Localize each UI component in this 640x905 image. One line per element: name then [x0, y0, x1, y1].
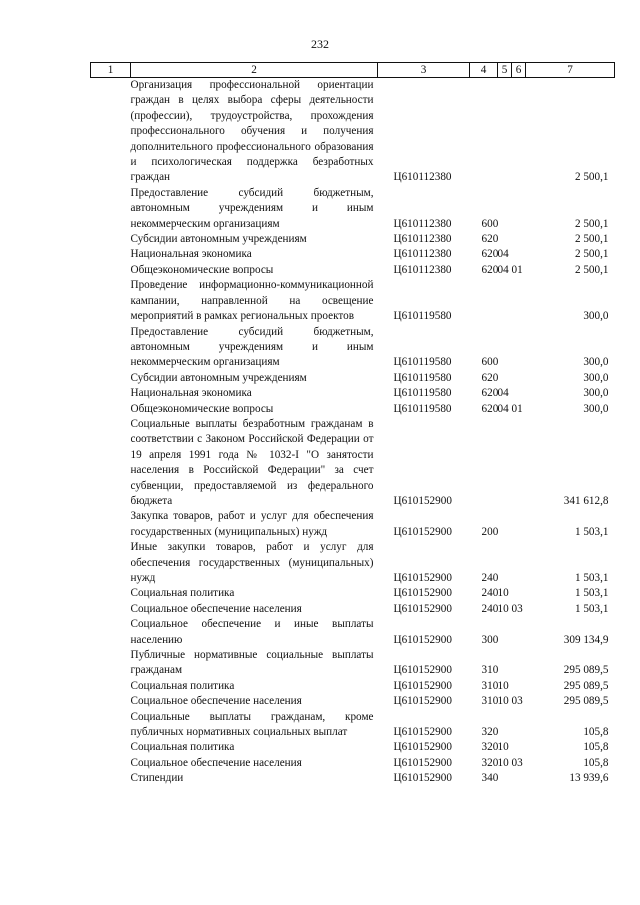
row-rz: 04 [497, 248, 509, 261]
row-code: Ц610152900 [393, 726, 452, 739]
row-pr [512, 740, 526, 755]
row-pr [512, 325, 526, 371]
spacer-cell [91, 371, 131, 386]
row-pr [512, 386, 526, 401]
row-rz: 10 [497, 602, 509, 615]
row-rz [498, 371, 512, 386]
row-pr [512, 540, 526, 586]
row-rz: 10 [497, 679, 509, 692]
row-rz: 04 [497, 402, 509, 415]
row-pr [512, 509, 526, 540]
row-code: Ц610112380 [393, 171, 452, 184]
row-vr: 320 [481, 741, 499, 754]
row-rz [498, 710, 512, 741]
row-pr: 01 [511, 402, 523, 415]
row-vr: 340 [481, 772, 499, 785]
table-row [91, 740, 615, 755]
spacer-cell [91, 278, 131, 324]
row-name: Социальное обеспечение населения [130, 756, 302, 769]
spacer-cell [91, 386, 131, 401]
row-rz [498, 186, 512, 232]
spacer-cell [91, 186, 131, 232]
row-rz [498, 325, 512, 371]
row-name: Закупка товаров, работ и услуг для обеспечения государственных (муниципальных) нужд [130, 510, 374, 538]
row-vr: 320 [481, 756, 499, 769]
table-row [91, 679, 615, 694]
row-sum: 295 089,5 [563, 664, 609, 677]
row-vr: 200 [481, 525, 499, 538]
row-rz [498, 509, 512, 540]
row-vr: 620 [481, 402, 499, 415]
row-vr: 620 [481, 371, 499, 384]
table-row [91, 371, 615, 386]
header-col-6: 6 [512, 63, 526, 78]
row-vr: 310 [481, 679, 499, 692]
row-sum: 2 500,1 [574, 263, 609, 276]
row-rz [498, 417, 512, 509]
row-name: Субсидии автономным учреждениям [130, 371, 307, 384]
header-col-2: 2 [131, 63, 378, 78]
row-code: Ц610112380 [393, 217, 452, 230]
row-sum: 2 500,1 [574, 233, 609, 246]
row-pr [512, 232, 526, 247]
table-row [91, 263, 615, 278]
row-vr: 320 [481, 726, 499, 739]
spacer-cell [91, 710, 131, 741]
row-sum: 341 612,8 [563, 494, 609, 507]
row-sum: 300,0 [583, 371, 609, 384]
row-vr: 600 [481, 217, 499, 230]
row-sum: 2 500,1 [574, 248, 609, 261]
spacer-cell [91, 232, 131, 247]
spacer-cell [91, 325, 131, 371]
spacer-cell [91, 756, 131, 771]
row-sum: 105,8 [583, 726, 609, 739]
row-code: Ц610119580 [393, 356, 452, 369]
row-sum: 300,0 [583, 310, 609, 323]
row-name: Национальная экономика [130, 248, 252, 261]
table-row [91, 402, 615, 417]
row-vr: 620 [481, 387, 499, 400]
table-body [91, 78, 615, 787]
spacer-cell [91, 417, 131, 509]
table-row [91, 386, 615, 401]
row-name: Стипендии [130, 772, 184, 785]
row-pr [512, 78, 526, 186]
row-name: Социальная политика [130, 741, 235, 754]
row-rz [498, 617, 512, 648]
row-pr [512, 278, 526, 324]
spacer-cell [91, 679, 131, 694]
row-code: Ц610152900 [393, 695, 452, 708]
row-pr [512, 586, 526, 601]
table-row [91, 509, 615, 540]
row-pr [512, 679, 526, 694]
row-code: Ц610119580 [393, 402, 452, 415]
row-pr: 03 [511, 756, 523, 769]
row-name: Общеэкономические вопросы [130, 263, 274, 276]
row-pr [512, 617, 526, 648]
header-col-5: 5 [498, 63, 512, 78]
row-vr [470, 78, 498, 186]
table-row [91, 694, 615, 709]
spacer-cell [91, 740, 131, 755]
row-code: Ц610152900 [393, 587, 452, 600]
row-vr: 240 [481, 587, 499, 600]
header-col-4: 4 [470, 63, 498, 78]
row-code: Ц610152900 [393, 633, 452, 646]
row-pr [512, 710, 526, 741]
row-pr [512, 417, 526, 509]
row-rz: 10 [497, 756, 509, 769]
spacer-cell [91, 509, 131, 540]
row-vr: 620 [481, 263, 499, 276]
row-sum: 300,0 [583, 402, 609, 415]
row-pr [512, 186, 526, 232]
row-rz: 04 [497, 387, 509, 400]
table-row [91, 232, 615, 247]
table-row [91, 756, 615, 771]
row-code: Ц610152900 [393, 525, 452, 538]
spacer-cell [91, 694, 131, 709]
page-number: 232 [311, 37, 329, 51]
row-name: Социальные выплаты гражданам, кроме публичных нормативных социальных выплат [130, 710, 374, 739]
row-rz [498, 540, 512, 586]
row-rz [498, 78, 512, 186]
table-row [91, 325, 615, 371]
budget-table [90, 62, 615, 787]
row-name: Предоставление субсидий бюджетным, автономным учреждениям и иным некоммерческим организациям [130, 325, 374, 369]
row-name: Публичные нормативные социальные выплаты гражданам [130, 649, 374, 677]
header-col-7: 7 [526, 63, 615, 78]
row-code: Ц610112380 [393, 263, 452, 276]
spacer-cell [91, 78, 131, 186]
row-rz: 10 [497, 741, 509, 754]
row-name: Социальная политика [130, 587, 235, 600]
row-pr [512, 371, 526, 386]
header-col-3: 3 [378, 63, 470, 78]
row-name: Общеэкономические вопросы [130, 402, 274, 415]
row-name: Проведение информационно-коммуникационной кампании, направленной на освещение мероприятий в рамках региональных проектов [130, 279, 374, 323]
row-name: Организация профессиональной ориентации граждан в целях выбора сферы деятельности (профессии), трудоустройства, прохождения профессионального обучения и получения дополнительного профессионального образования и психологическая поддержка безработных граждан [130, 79, 374, 184]
row-rz: 10 [497, 695, 509, 708]
row-rz [498, 648, 512, 679]
row-name: Социальные выплаты безработным гражданам в соответствии с Законом Российской Федерации от 19 апреля 1991 года № 1032-I "О занятости населения в Российской Федерации" за счет субвенции, предоставляемой из федерального бюджета [130, 417, 374, 507]
row-pr [512, 648, 526, 679]
row-code: Ц610152900 [393, 664, 452, 677]
row-code: Ц610152900 [393, 741, 452, 754]
row-vr: 240 [481, 572, 499, 584]
row-vr: 620 [481, 233, 499, 246]
spacer-cell [91, 586, 131, 601]
row-pr [512, 771, 526, 786]
spacer-cell [91, 617, 131, 648]
table-header [91, 63, 615, 78]
table-row [91, 417, 615, 509]
table-row [91, 771, 615, 786]
row-vr: 240 [481, 602, 499, 615]
row-code: Ц610152900 [393, 772, 452, 785]
row-sum: 300,0 [583, 356, 609, 369]
row-rz: 04 [497, 263, 509, 276]
row-name: Социальное обеспечение населения [130, 602, 302, 615]
spacer-cell [91, 648, 131, 679]
row-code: Ц610152900 [393, 602, 452, 615]
row-pr: 03 [511, 695, 523, 708]
table-row [91, 540, 615, 586]
row-sum: 2 500,1 [574, 217, 609, 230]
table-row [91, 186, 615, 232]
row-rz [498, 232, 512, 247]
row-code: Ц610152900 [393, 679, 452, 692]
row-sum: 295 089,5 [563, 679, 609, 692]
row-code: Ц610112380 [393, 233, 452, 246]
spacer-cell [91, 771, 131, 786]
row-name: Иные закупки товаров, работ и услуг для обеспечения государственных (муниципальных) нужд [130, 541, 374, 584]
row-sum: 13 939,6 [569, 772, 609, 785]
row-name: Субсидии автономным учреждениям [130, 233, 307, 246]
row-code: Ц610119580 [393, 310, 452, 323]
row-sum: 2 500,1 [574, 171, 609, 184]
spacer-cell [91, 602, 131, 617]
header-col-1: 1 [91, 63, 131, 78]
row-vr: 300 [481, 633, 499, 646]
row-sum: 1 503,1 [574, 602, 609, 615]
row-code: Ц610119580 [393, 387, 452, 400]
row-vr: 310 [481, 695, 499, 708]
row-sum: 1 503,1 [574, 587, 609, 600]
row-vr [470, 278, 498, 324]
row-name: Предоставление субсидий бюджетным, автономным учреждениям и иным некоммерческим организациям [130, 186, 374, 230]
row-rz [498, 771, 512, 786]
row-vr: 310 [481, 664, 499, 677]
row-pr [512, 247, 526, 262]
spacer-cell [91, 540, 131, 586]
row-code: Ц610152900 [393, 756, 452, 769]
row-vr: 620 [481, 248, 499, 261]
row-pr: 01 [511, 263, 523, 276]
row-name: Социальное обеспечение населения [130, 695, 302, 708]
row-sum: 295 089,5 [563, 695, 609, 708]
row-code: Ц610112380 [393, 248, 452, 261]
row-rz [498, 278, 512, 324]
table-row [91, 78, 615, 186]
table-row [91, 710, 615, 741]
table-row [91, 247, 615, 262]
row-rz: 10 [497, 587, 509, 600]
row-pr: 03 [511, 602, 523, 615]
row-sum: 300,0 [583, 387, 609, 400]
row-code: Ц610152900 [393, 572, 452, 584]
spacer-cell [91, 263, 131, 278]
table-row [91, 648, 615, 679]
table-row [91, 602, 615, 617]
spacer-cell [91, 247, 131, 262]
row-sum: 1 503,1 [574, 572, 609, 584]
row-code: Ц610152900 [393, 494, 452, 507]
spacer-cell [91, 402, 131, 417]
table-row [91, 278, 615, 324]
row-code: Ц610119580 [393, 371, 452, 384]
table-row [91, 617, 615, 648]
row-sum: 309 134,9 [563, 633, 609, 646]
row-vr [470, 417, 498, 509]
row-name: Социальное обеспечение и иные выплаты населению [130, 618, 374, 646]
row-name: Национальная экономика [130, 387, 252, 400]
table-row [91, 586, 615, 601]
row-vr: 600 [481, 356, 499, 369]
row-sum: 1 503,1 [574, 525, 609, 538]
row-name: Социальная политика [130, 679, 235, 692]
row-sum: 105,8 [583, 741, 609, 754]
row-sum: 105,8 [583, 756, 609, 769]
